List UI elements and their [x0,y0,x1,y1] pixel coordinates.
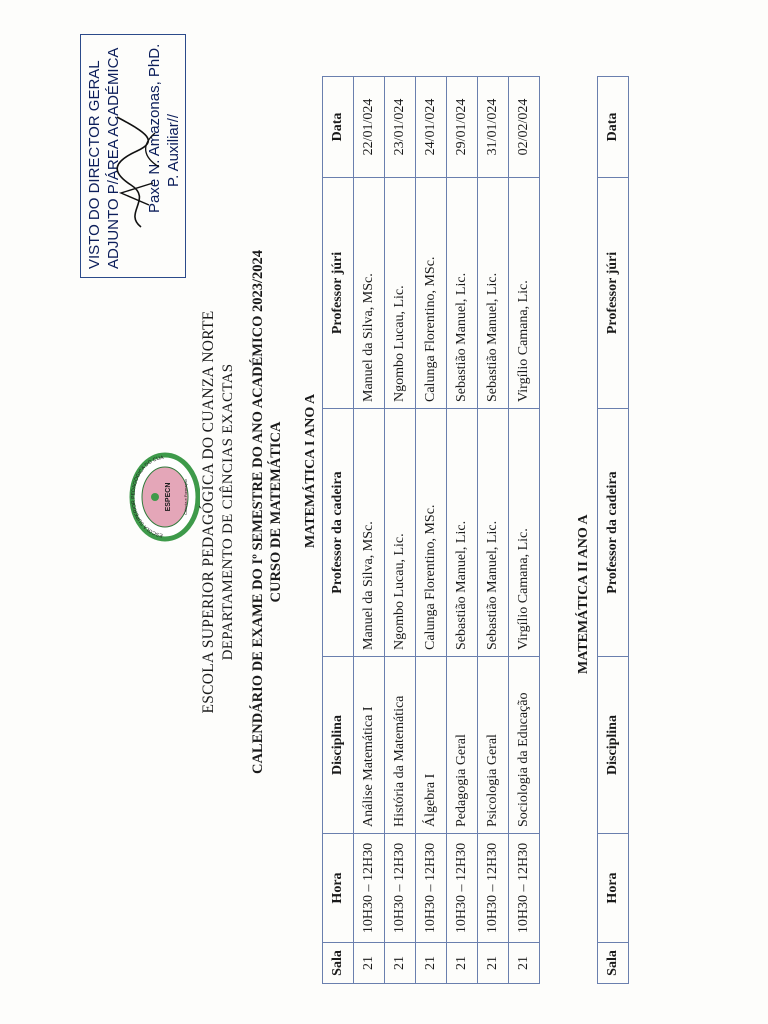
cell-disciplina: Pedagogia Geral [447,657,478,834]
table-row [478,77,509,984]
cell-professor-juri: Virgílio Camana, Lic. [509,178,540,409]
table-row [447,77,478,984]
cell-sala: 21 [416,943,447,984]
cell-hora: 10H30 – 12H30 [478,834,509,943]
col-hora: Hora [323,834,354,943]
cell-data: 02/02/024 [509,77,540,178]
section-title-1st-year: MATEMÁTICA I ANO A [303,393,318,548]
col-disciplina: Disciplina [323,657,354,834]
col-professor-juri: Professor júri [323,178,354,409]
cell-disciplina: Análise Matemática I [354,657,385,834]
seal-ring-text: ESCOLA SUPERIOR PEDAGÓGICA DO CUA [130,455,164,538]
table-row [416,77,447,984]
stamp-line-1: VISTO DO DIRECTOR GERAL [86,60,103,269]
cell-sala: 21 [509,943,540,984]
col-data: Data [598,77,629,178]
col-hora: Hora [598,834,629,943]
department-name: DEPARTAMENTO DE CIÊNCIAS EXACTAS [220,363,236,661]
handwritten-signature [97,107,167,257]
table-header-row [598,77,629,984]
stamp-line-2: ADJUNTO P/ÁREA ACADÉMICA [105,47,122,269]
stamp-line-4: P. Auxiliar// [165,113,182,187]
cell-professor-juri: Calunga Florentino, MSc. [416,178,447,409]
col-sala: Sala [598,943,629,984]
cell-professor-cadeira: Ngombo Lucau, Lic. [385,409,416,657]
col-data: Data [323,77,354,178]
section-title-2nd-year: MATEMÁTICA II ANO A [576,514,591,674]
cell-professor-juri: Sebastião Manuel, Lic. [478,178,509,409]
cell-data: 31/01/024 [478,77,509,178]
school-name: ESCOLA SUPERIOR PEDAGÓGICA DO CUANZA NORTE [200,310,217,714]
col-disciplina: Disciplina [598,657,629,834]
seal-center-text: ESPECN [165,482,172,512]
approval-stamp [80,34,186,278]
cell-professor-cadeira: Calunga Florentino, MSc. [416,409,447,657]
table-row [354,77,385,984]
stamp-line-3: Paxe N. Amazonas, PhD. [146,43,163,213]
cell-professor-juri: Ngombo Lucau, Lic. [385,178,416,409]
exam-table-2nd-year [597,76,629,984]
cell-disciplina: Álgebra I [416,657,447,834]
cell-hora: 10H30 – 12H30 [354,834,385,943]
cell-sala: 21 [478,943,509,984]
col-sala: Sala [323,943,354,984]
cell-sala: 21 [354,943,385,984]
col-professor-juri: Professor júri [598,178,629,409]
calendar-title: CALENDÁRIO DE EXAME DO Iº SEMESTRE DO ANO ACADÉMICO 2023/2024 [250,249,266,775]
cell-data: 24/01/024 [416,77,447,178]
cell-professor-cadeira: Sebastião Manuel, Lic. [478,409,509,657]
cell-disciplina: Sociologia da Educação [509,657,540,834]
table-row [509,77,540,984]
col-professor-cadeira: Professor da cadeira [598,409,629,657]
cell-professor-juri: Manuel da Silva, MSc. [354,178,385,409]
cell-disciplina: Psicologia Geral [478,657,509,834]
cell-professor-cadeira: Manuel da Silva, MSc. [354,409,385,657]
cell-data: 29/01/024 [447,77,478,178]
cell-data: 22/01/024 [354,77,385,178]
exam-table-1st-year [322,76,540,984]
cell-hora: 10H30 – 12H30 [447,834,478,943]
cell-hora: 10H30 – 12H30 [385,834,416,943]
cell-professor-juri: Sebastião Manuel, Lic. [447,178,478,409]
cell-professor-cadeira: Virgílio Camana, Lic. [509,409,540,657]
cell-data: 23/01/024 [385,77,416,178]
cell-hora: 10H30 – 12H30 [416,834,447,943]
cell-hora: 10H30 – 12H30 [509,834,540,943]
col-professor-cadeira: Professor da cadeira [323,409,354,657]
table-row [385,77,416,984]
school-seal-logo [125,439,200,554]
seal-motto: Ciência e Formação [183,479,188,515]
cell-professor-cadeira: Sebastião Manuel, Lic. [447,409,478,657]
cell-disciplina: História da Matemática [385,657,416,834]
cell-sala: 21 [447,943,478,984]
table-header-row [323,77,354,984]
cell-sala: 21 [385,943,416,984]
course-title: CURSO DE MATEMÁTICA [268,421,284,603]
